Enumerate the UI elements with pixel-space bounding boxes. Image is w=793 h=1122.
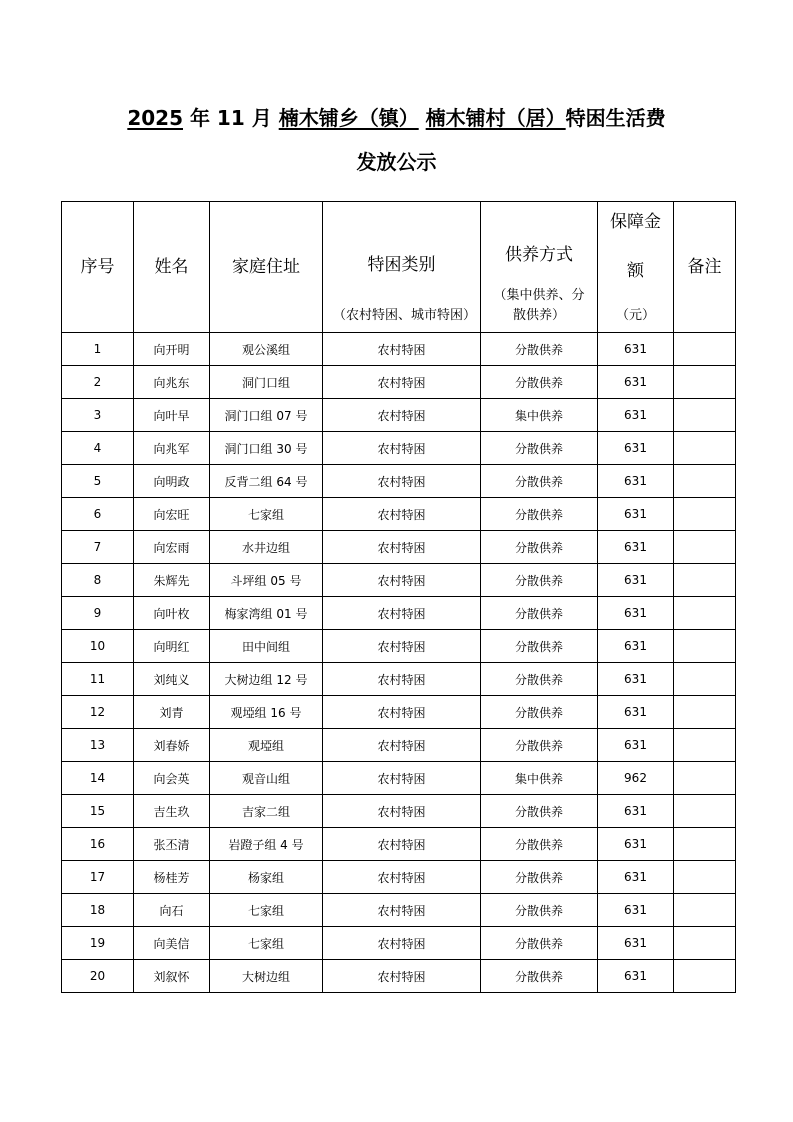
cell-address: 七家组 [210,927,323,960]
cell-amount: 631 [598,432,674,465]
cell-no: 10 [62,630,134,663]
cell-amount: 631 [598,663,674,696]
cell-no: 2 [62,366,134,399]
cell-no: 12 [62,696,134,729]
cell-no: 1 [62,333,134,366]
cell-remark [674,531,736,564]
title-month: 年 11 月 [189,106,272,130]
header-amount-unit: （元） [615,308,655,323]
title-village: 楠木铺村（居） [425,106,566,130]
table-row [62,795,736,828]
cell-amount: 631 [598,828,674,861]
cell-category: 农村特困 [323,795,481,828]
cell-amount: 631 [598,696,674,729]
cell-support: 分散供养 [481,366,598,399]
page-subtitle: 发放公示 [356,150,437,174]
cell-name: 向会英 [134,762,210,795]
cell-support: 分散供养 [481,828,598,861]
cell-no: 9 [62,597,134,630]
cell-address: 洞门口组 [210,366,323,399]
cell-category: 农村特困 [323,399,481,432]
cell-amount: 631 [598,399,674,432]
cell-remark [674,597,736,630]
cell-no: 18 [62,894,134,927]
cell-address: 吉家二组 [210,795,323,828]
cell-name: 张丕清 [134,828,210,861]
cell-name: 向叶枚 [134,597,210,630]
title-suffix: 特困生活费 [565,106,666,130]
header-category-label: 特困类别 [367,255,436,275]
cell-category: 农村特困 [323,498,481,531]
cell-remark [674,564,736,597]
cell-support: 分散供养 [481,927,598,960]
cell-amount: 631 [598,927,674,960]
table-row [62,927,736,960]
cell-support: 分散供养 [481,960,598,993]
table-row [62,597,736,630]
table-row [62,465,736,498]
cell-remark [674,432,736,465]
cell-name: 向宏雨 [134,531,210,564]
cell-category: 农村特困 [323,696,481,729]
cell-address: 岩蹬子组 4 号 [210,828,323,861]
cell-name: 向叶早 [134,399,210,432]
table-row [62,630,736,663]
cell-amount: 631 [598,894,674,927]
cell-amount: 631 [598,861,674,894]
cell-category: 农村特困 [323,663,481,696]
cell-address: 大树边组 [210,960,323,993]
cell-no: 19 [62,927,134,960]
cell-name: 刘纯义 [134,663,210,696]
cell-name: 向兆东 [134,366,210,399]
cell-address: 观公溪组 [210,333,323,366]
cell-category: 农村特困 [323,828,481,861]
cell-remark [674,960,736,993]
table-row [62,366,736,399]
cell-support: 分散供养 [481,729,598,762]
table-row [62,828,736,861]
cell-support: 分散供养 [481,564,598,597]
cell-name: 向兆军 [134,432,210,465]
cell-support: 分散供养 [481,531,598,564]
cell-no: 5 [62,465,134,498]
cell-name: 吉生玖 [134,795,210,828]
cell-category: 农村特困 [323,894,481,927]
header-support [481,202,598,333]
cell-address: 梅家湾组 01 号 [210,597,323,630]
table-body [62,333,736,993]
table-row [62,762,736,795]
title-year: 2025 [127,106,183,130]
page-title [0,101,793,135]
cell-remark [674,729,736,762]
cell-support: 分散供养 [481,432,598,465]
cell-remark [674,795,736,828]
cell-amount: 962 [598,762,674,795]
cell-remark [674,498,736,531]
cell-no: 6 [62,498,134,531]
cell-category: 农村特困 [323,861,481,894]
cell-category: 农村特困 [323,960,481,993]
cell-remark [674,630,736,663]
header-remark: 备注 [674,202,736,333]
cell-no: 4 [62,432,134,465]
cell-address: 洞门口组 30 号 [210,432,323,465]
cell-remark [674,399,736,432]
cell-category: 农村特困 [323,729,481,762]
cell-name: 向开明 [134,333,210,366]
cell-category: 农村特困 [323,564,481,597]
cell-remark [674,366,736,399]
cell-remark [674,861,736,894]
cell-support: 分散供养 [481,597,598,630]
header-category-note: （农村特困、城市特困） [333,308,477,323]
title-township: 楠木铺乡（镇） [278,106,419,130]
table-row [62,432,736,465]
cell-category: 农村特困 [323,762,481,795]
cell-name: 刘青 [134,696,210,729]
cell-name: 向明红 [134,630,210,663]
cell-amount: 631 [598,564,674,597]
cell-support: 分散供养 [481,630,598,663]
cell-support: 分散供养 [481,465,598,498]
cell-amount: 631 [598,531,674,564]
cell-support: 集中供养 [481,762,598,795]
header-name: 姓名 [134,202,210,333]
cell-support: 分散供养 [481,333,598,366]
cell-remark [674,894,736,927]
cell-remark [674,465,736,498]
header-category [323,202,481,333]
table-row [62,861,736,894]
cell-name: 刘春娇 [134,729,210,762]
cell-category: 农村特困 [323,432,481,465]
cell-amount: 631 [598,366,674,399]
cell-amount: 631 [598,465,674,498]
table-row [62,729,736,762]
table-row [62,696,736,729]
cell-amount: 631 [598,498,674,531]
cell-address: 七家组 [210,498,323,531]
cell-address: 七家组 [210,894,323,927]
cell-support: 分散供养 [481,663,598,696]
cell-category: 农村特困 [323,465,481,498]
cell-support: 分散供养 [481,795,598,828]
table-header-row [62,202,736,333]
cell-name: 向美信 [134,927,210,960]
cell-no: 17 [62,861,134,894]
cell-remark [674,333,736,366]
cell-amount: 631 [598,729,674,762]
cell-category: 农村特困 [323,366,481,399]
header-address: 家庭住址 [210,202,323,333]
cell-remark [674,927,736,960]
header-amount-line1: 保障金 [610,212,661,232]
cell-no: 3 [62,399,134,432]
subsidy-table [61,201,736,993]
cell-amount: 631 [598,795,674,828]
table-row [62,894,736,927]
cell-address: 水井边组 [210,531,323,564]
table-row [62,498,736,531]
cell-address: 斗坪组 05 号 [210,564,323,597]
table-row [62,564,736,597]
cell-support: 集中供养 [481,399,598,432]
cell-no: 20 [62,960,134,993]
cell-amount: 631 [598,333,674,366]
cell-no: 15 [62,795,134,828]
cell-no: 7 [62,531,134,564]
cell-address: 观埡组 [210,729,323,762]
cell-support: 分散供养 [481,696,598,729]
cell-no: 14 [62,762,134,795]
cell-no: 13 [62,729,134,762]
cell-amount: 631 [598,630,674,663]
cell-address: 观埡组 16 号 [210,696,323,729]
cell-remark [674,828,736,861]
cell-address: 杨家组 [210,861,323,894]
header-amount-line2: 额 [627,261,644,281]
cell-remark [674,663,736,696]
cell-name: 向明政 [134,465,210,498]
table-row [62,663,736,696]
cell-category: 农村特困 [323,597,481,630]
cell-name: 向石 [134,894,210,927]
cell-category: 农村特困 [323,531,481,564]
cell-support: 分散供养 [481,861,598,894]
header-support-note: （集中供养、分散供养） [493,288,585,323]
cell-no: 16 [62,828,134,861]
table-row [62,531,736,564]
cell-address: 观音山组 [210,762,323,795]
cell-name: 刘叙怀 [134,960,210,993]
cell-address: 大树边组 12 号 [210,663,323,696]
cell-address: 反背二组 64 号 [210,465,323,498]
cell-name: 向宏旺 [134,498,210,531]
cell-category: 农村特困 [323,333,481,366]
cell-category: 农村特困 [323,927,481,960]
cell-amount: 631 [598,960,674,993]
cell-remark [674,696,736,729]
cell-category: 农村特困 [323,630,481,663]
header-no: 序号 [62,202,134,333]
cell-support: 分散供养 [481,498,598,531]
cell-amount: 631 [598,597,674,630]
cell-remark [674,762,736,795]
table-row [62,960,736,993]
cell-address: 洞门口组 07 号 [210,399,323,432]
cell-name: 杨桂芳 [134,861,210,894]
table-row [62,399,736,432]
cell-name: 朱辉先 [134,564,210,597]
header-amount [598,202,674,333]
cell-address: 田中间组 [210,630,323,663]
table-row [62,333,736,366]
cell-support: 分散供养 [481,894,598,927]
cell-no: 8 [62,564,134,597]
header-support-label: 供养方式 [505,245,573,265]
cell-no: 11 [62,663,134,696]
